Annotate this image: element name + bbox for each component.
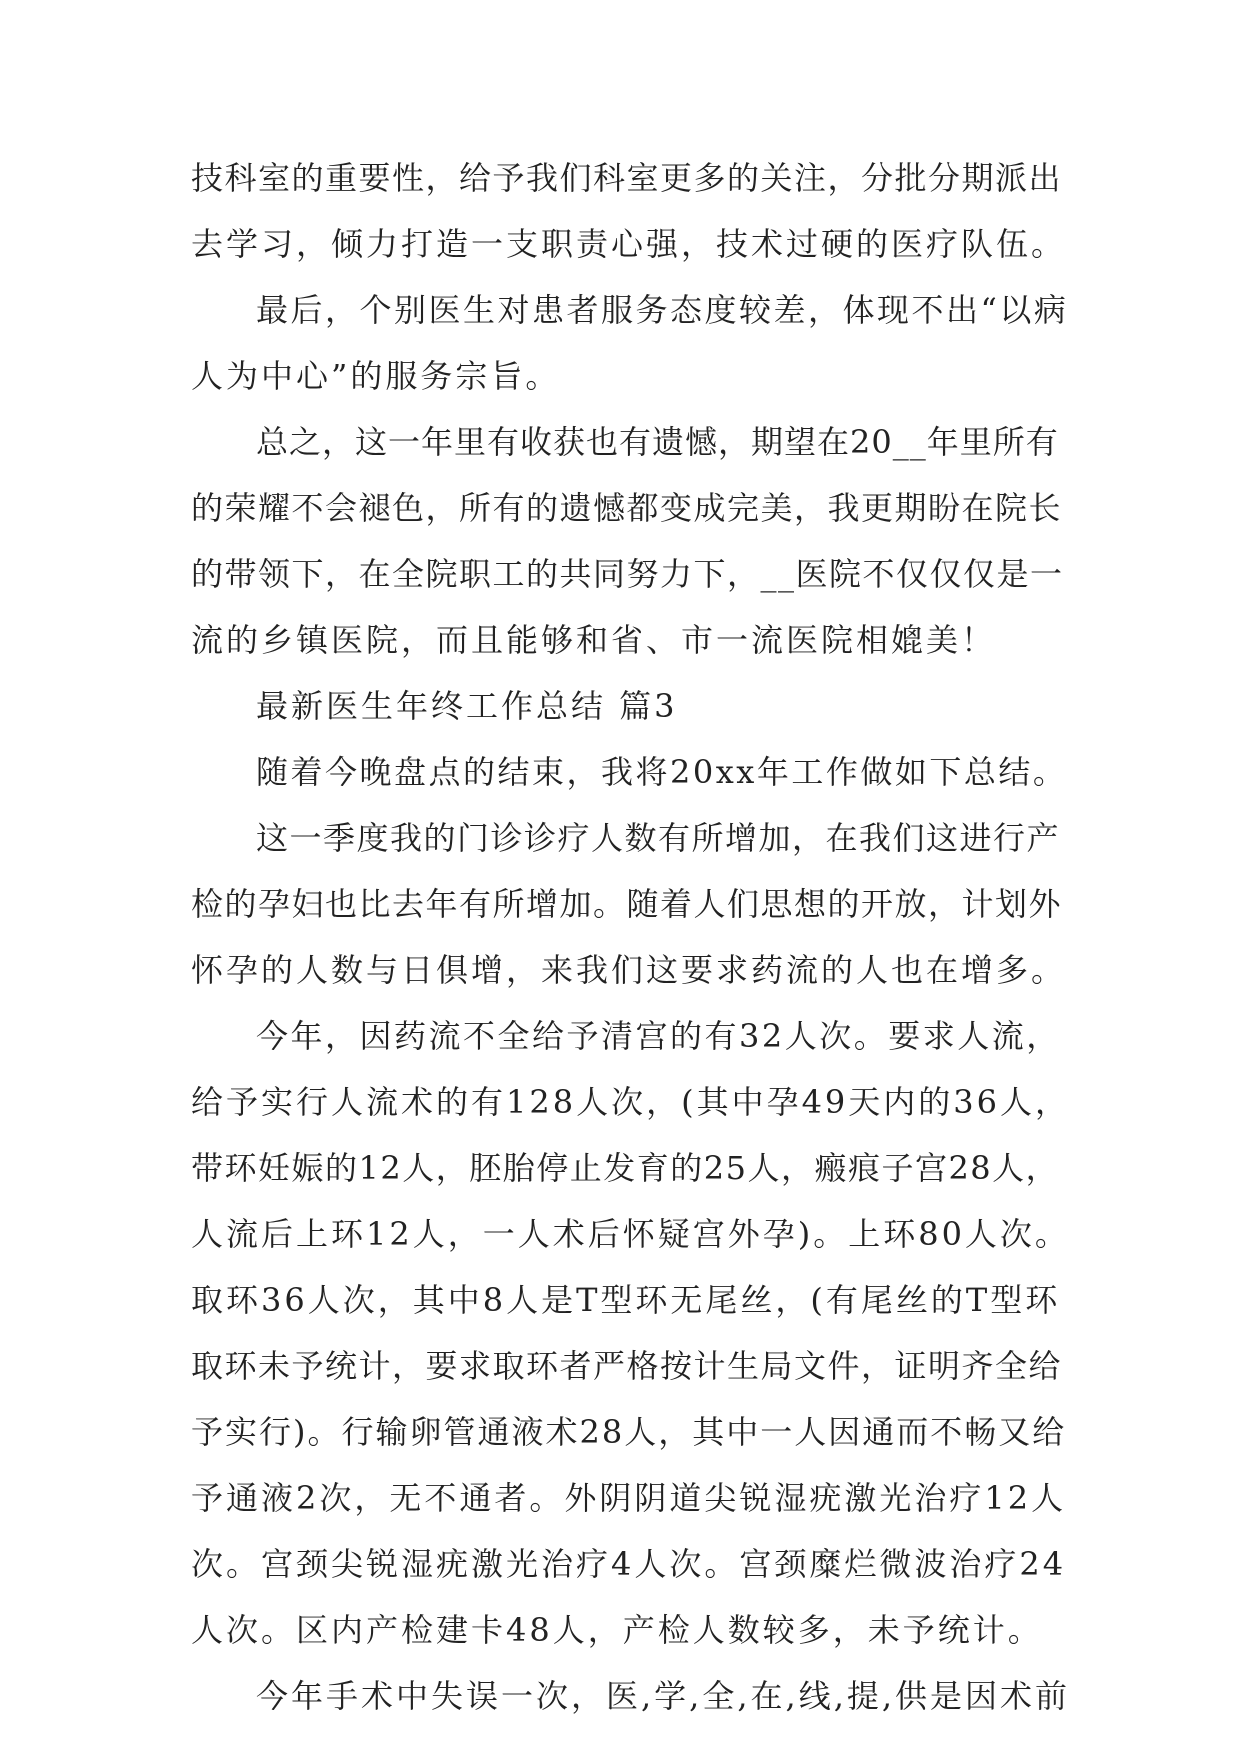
text-line-7: 的带领下，在全院职工的共同努力下，__医院不仅仅仅是一 xyxy=(191,555,1064,593)
text-line-3: 最后，个别医生对患者服务态度较差，体现不出“以病 xyxy=(256,291,1069,329)
text-line-4: 人为中心”的服务宗旨。 xyxy=(191,357,561,395)
section-heading: 最新医生年终工作总结 篇3 xyxy=(256,687,678,725)
text-line-22: 次。宫颈尖锐湿疣激光治疗4人次。宫颈糜烂微波治疗24 xyxy=(191,1545,1067,1583)
text-line-14: 今年，因药流不全给予清宫的有32人次。要求人流， xyxy=(256,1017,1061,1055)
text-line-20: 予实行)。行输卵管通液术28人，其中一人因通而不畅又给 xyxy=(191,1413,1067,1451)
text-line-15: 给予实行人流术的有128人次，(其中孕49天内的36人， xyxy=(191,1083,1071,1121)
text-line-8: 流的乡镇医院，而且能够和省、市一流医院相媲美！ xyxy=(191,621,997,659)
text-line-19: 取环未予统计，要求取环者严格按计生局文件，证明齐全给 xyxy=(191,1347,1063,1385)
text-line-11: 这一季度我的门诊诊疗人数有所增加，在我们这进行产 xyxy=(256,819,1061,857)
text-line-18: 取环36人次，其中8人是T型环无尾丝，(有尾丝的T型环 xyxy=(191,1281,1061,1319)
document-body xyxy=(191,145,1071,1729)
text-line-23: 人次。区内产检建卡48人，产检人数较多，未予统计。 xyxy=(191,1611,1043,1649)
text-line-5: 总之，这一年里有收获也有遗憾，期望在20__年里所有 xyxy=(256,423,1059,461)
text-line-24: 今年手术中失误一次，医,学,全,在,线,提,供是因术前 xyxy=(256,1677,1071,1715)
text-line-2: 去学习，倾力打造一支职责心强，技术过硬的医疗队伍。 xyxy=(191,225,1067,263)
text-line-6: 的荣耀不会褪色，所有的遗憾都变成完美，我更期盼在院长 xyxy=(191,489,1063,527)
text-line-12: 检的孕妇也比去年有所增加。随着人们思想的开放，计划外 xyxy=(191,885,1063,923)
text-line-21: 予通液2次，无不通者。外阴阴道尖锐湿疣激光治疗12人 xyxy=(191,1479,1067,1517)
text-line-13: 怀孕的人数与日俱增，来我们这要求药流的人也在增多。 xyxy=(191,951,1067,989)
text-line-16: 带环妊娠的12人，胚胎停止发育的25人，瘢痕子宫28人， xyxy=(191,1149,1060,1187)
text-line-1: 技科室的重要性，给予我们科室更多的关注，分批分期派出 xyxy=(191,159,1063,197)
text-line-17: 人流后上环12人，一人术后怀疑宫外孕)。上环80人次。 xyxy=(191,1215,1070,1253)
text-line-10: 随着今晚盘点的结束，我将20xx年工作做如下总结。 xyxy=(256,753,1068,791)
